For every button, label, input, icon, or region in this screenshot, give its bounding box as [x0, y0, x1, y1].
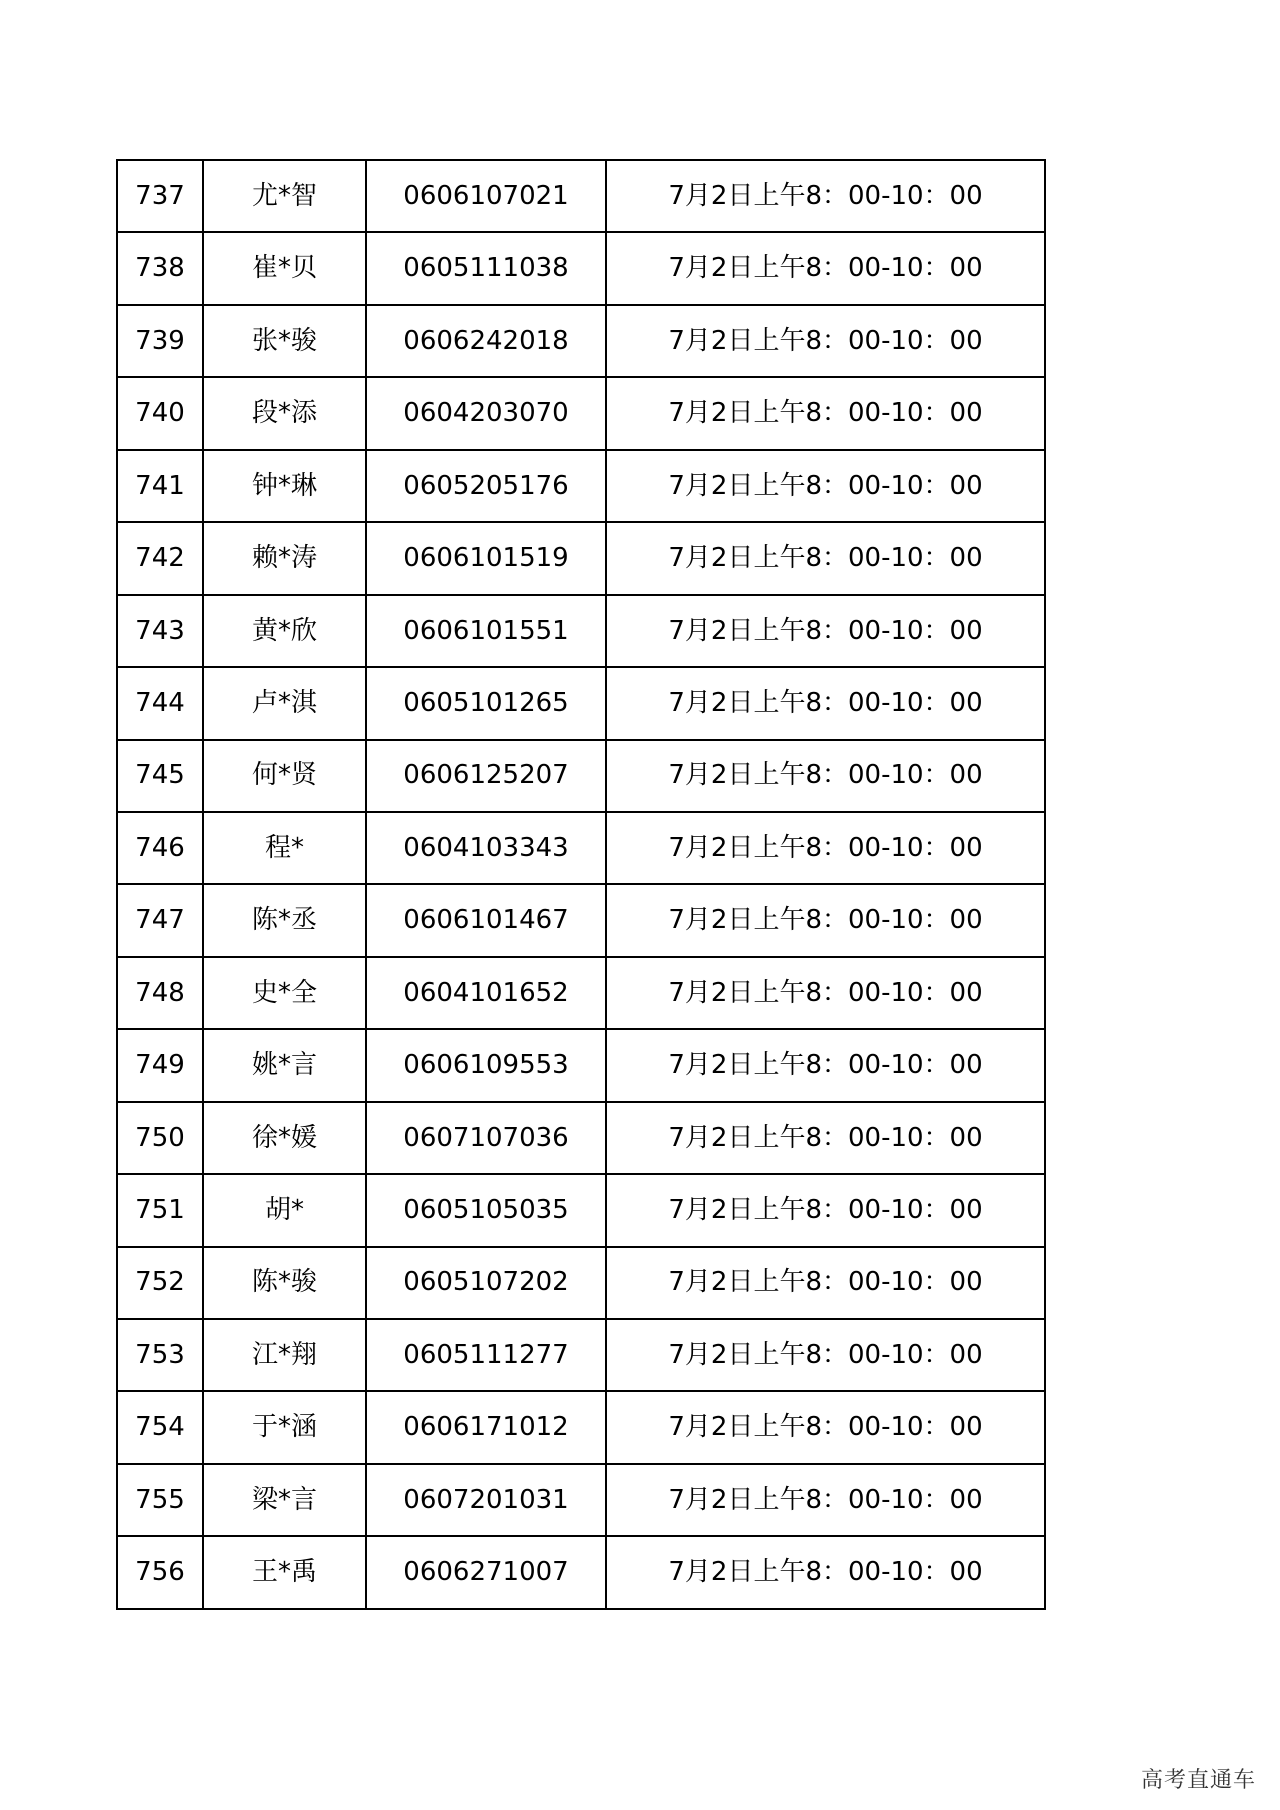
exam-time: 7月2日上午8：00-10：00	[606, 1391, 1045, 1463]
table-row	[117, 884, 1045, 956]
roster-table	[116, 159, 1046, 1610]
student-name: 于*涵	[203, 1391, 366, 1463]
student-name: 徐*媛	[203, 1102, 366, 1174]
student-name: 姚*言	[203, 1029, 366, 1101]
table-row	[117, 740, 1045, 812]
student-name: 钟*琳	[203, 450, 366, 522]
row-number: 756	[117, 1536, 203, 1609]
exam-time: 7月2日上午8：00-10：00	[606, 1464, 1045, 1536]
row-number: 745	[117, 740, 203, 812]
row-number: 749	[117, 1029, 203, 1101]
student-name: 胡*	[203, 1174, 366, 1246]
student-name: 崔*贝	[203, 232, 366, 304]
table-row	[117, 595, 1045, 667]
exam-id: 0605111038	[366, 232, 606, 304]
row-number: 746	[117, 812, 203, 884]
exam-id: 0606101551	[366, 595, 606, 667]
row-number: 737	[117, 160, 203, 232]
table-row	[117, 450, 1045, 522]
student-name: 梁*言	[203, 1464, 366, 1536]
table-row	[117, 305, 1045, 377]
row-number: 743	[117, 595, 203, 667]
row-number: 744	[117, 667, 203, 739]
table-row	[117, 1247, 1045, 1319]
watermark-text: 高考直通车	[1140, 1768, 1256, 1793]
exam-id: 0604203070	[366, 377, 606, 449]
exam-id: 0606171012	[366, 1391, 606, 1463]
exam-id: 0606107021	[366, 160, 606, 232]
exam-time: 7月2日上午8：00-10：00	[606, 1319, 1045, 1391]
row-number: 750	[117, 1102, 203, 1174]
table-row	[117, 1174, 1045, 1246]
exam-id: 0606109553	[366, 1029, 606, 1101]
student-name: 陈*骏	[203, 1247, 366, 1319]
student-name: 卢*淇	[203, 667, 366, 739]
exam-id: 0607201031	[366, 1464, 606, 1536]
table-row	[117, 812, 1045, 884]
row-number: 753	[117, 1319, 203, 1391]
student-name: 张*骏	[203, 305, 366, 377]
table-row	[117, 1102, 1045, 1174]
table-row	[117, 667, 1045, 739]
table-row	[117, 160, 1045, 232]
exam-id: 0605107202	[366, 1247, 606, 1319]
exam-time: 7月2日上午8：00-10：00	[606, 812, 1045, 884]
table-row	[117, 1391, 1045, 1463]
exam-id: 0605101265	[366, 667, 606, 739]
exam-time: 7月2日上午8：00-10：00	[606, 957, 1045, 1029]
exam-id: 0607107036	[366, 1102, 606, 1174]
table-row	[117, 1464, 1045, 1536]
exam-id: 0606101519	[366, 522, 606, 594]
table-row	[117, 1319, 1045, 1391]
student-name: 黄*欣	[203, 595, 366, 667]
table-row	[117, 957, 1045, 1029]
row-number: 741	[117, 450, 203, 522]
exam-time: 7月2日上午8：00-10：00	[606, 450, 1045, 522]
student-name: 尤*智	[203, 160, 366, 232]
exam-time: 7月2日上午8：00-10：00	[606, 884, 1045, 956]
exam-id: 0604103343	[366, 812, 606, 884]
row-number: 752	[117, 1247, 203, 1319]
exam-time: 7月2日上午8：00-10：00	[606, 1247, 1045, 1319]
row-number: 740	[117, 377, 203, 449]
table-row	[117, 377, 1045, 449]
student-name: 王*禹	[203, 1536, 366, 1609]
row-number: 739	[117, 305, 203, 377]
exam-time: 7月2日上午8：00-10：00	[606, 305, 1045, 377]
exam-time: 7月2日上午8：00-10：00	[606, 667, 1045, 739]
student-name: 江*翔	[203, 1319, 366, 1391]
exam-time: 7月2日上午8：00-10：00	[606, 160, 1045, 232]
row-number: 754	[117, 1391, 203, 1463]
table-row	[117, 1536, 1045, 1609]
exam-id: 0605105035	[366, 1174, 606, 1246]
student-name: 程*	[203, 812, 366, 884]
exam-time: 7月2日上午8：00-10：00	[606, 1029, 1045, 1101]
table-row	[117, 1029, 1045, 1101]
exam-time: 7月2日上午8：00-10：00	[606, 377, 1045, 449]
exam-id: 0606242018	[366, 305, 606, 377]
row-number: 748	[117, 957, 203, 1029]
exam-time: 7月2日上午8：00-10：00	[606, 522, 1045, 594]
exam-time: 7月2日上午8：00-10：00	[606, 1174, 1045, 1246]
student-name: 何*贤	[203, 740, 366, 812]
student-name: 赖*涛	[203, 522, 366, 594]
student-name: 陈*丞	[203, 884, 366, 956]
exam-time: 7月2日上午8：00-10：00	[606, 740, 1045, 812]
row-number: 738	[117, 232, 203, 304]
roster-table-body	[117, 160, 1045, 1609]
exam-id: 0605111277	[366, 1319, 606, 1391]
exam-id: 0606125207	[366, 740, 606, 812]
exam-time: 7月2日上午8：00-10：00	[606, 232, 1045, 304]
row-number: 742	[117, 522, 203, 594]
exam-id: 0604101652	[366, 957, 606, 1029]
exam-time: 7月2日上午8：00-10：00	[606, 1536, 1045, 1609]
student-name: 史*全	[203, 957, 366, 1029]
table-row	[117, 522, 1045, 594]
row-number: 747	[117, 884, 203, 956]
row-number: 751	[117, 1174, 203, 1246]
exam-time: 7月2日上午8：00-10：00	[606, 595, 1045, 667]
student-name: 段*添	[203, 377, 366, 449]
exam-id: 0606101467	[366, 884, 606, 956]
table-row	[117, 232, 1045, 304]
row-number: 755	[117, 1464, 203, 1536]
exam-id: 0606271007	[366, 1536, 606, 1609]
exam-id: 0605205176	[366, 450, 606, 522]
exam-time: 7月2日上午8：00-10：00	[606, 1102, 1045, 1174]
